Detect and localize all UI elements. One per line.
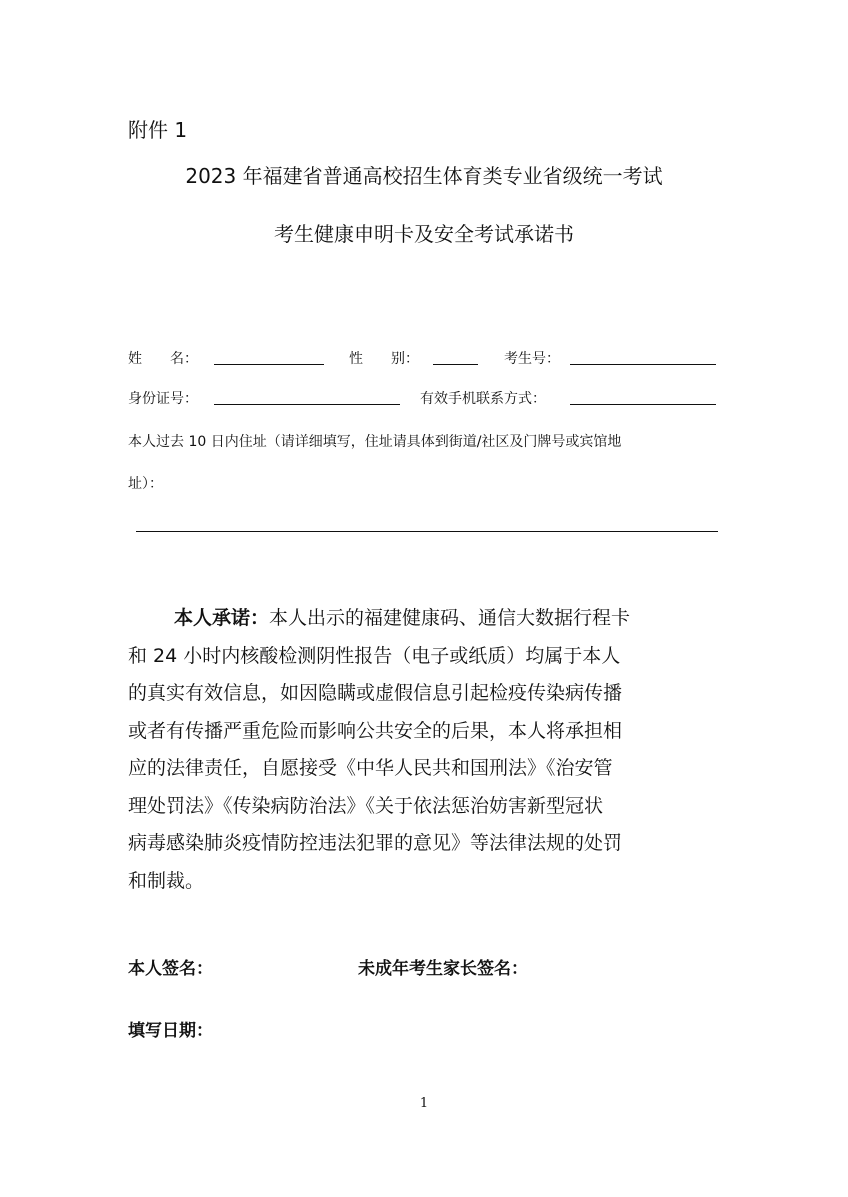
promise-line: 的真实有效信息，如因隐瞒或虚假信息引起检疫传染病传播 xyxy=(128,682,623,704)
page-number: 1 xyxy=(419,1096,429,1111)
document-subtitle: 考生健康申明卡及安全考试承诺书 xyxy=(274,222,574,246)
promise-paragraph xyxy=(128,600,720,900)
promise-line: 病毒感染肺炎疫情防控违法犯罪的意见》等法律法规的处罚 xyxy=(128,832,623,854)
id-number-field[interactable] xyxy=(214,404,400,405)
promise-line: 理处罚法》《传染病防治法》《关于依法惩治妨害新型冠状 xyxy=(128,794,604,817)
gender-label: 性 别： xyxy=(349,351,419,367)
promise-line: 和制裁。 xyxy=(128,869,205,892)
exam-number-label: 考生号： xyxy=(504,351,560,367)
address-label: 本人过去 10 日内住址（请详细填写，住址请具体到街道/社区及门牌号或宾馆地 xyxy=(128,434,622,450)
document-title: 2023 年福建省普通高校招生体育类专业省级统一考试 xyxy=(185,164,663,188)
promise-line: 应的法律责任，自愿接受《中华人民共和国刑法》《治安管 xyxy=(128,757,613,779)
self-signature-label: 本人签名： xyxy=(128,959,213,979)
phone-field[interactable] xyxy=(570,404,716,405)
id-number-label: 身份证号： xyxy=(128,391,198,407)
gender-field[interactable] xyxy=(433,364,478,365)
guardian-signature-label: 未成年考生家长签名： xyxy=(358,959,528,979)
exam-number-field[interactable] xyxy=(570,364,716,365)
address-label-cont: 址）： xyxy=(128,476,163,492)
promise-line: 本人承诺：本人出示的福建健康码、通信大数据行程卡 xyxy=(174,607,631,629)
name-label: 姓 名： xyxy=(128,351,198,367)
name-field[interactable] xyxy=(214,364,324,365)
promise-heading: 本人承诺： xyxy=(174,607,270,629)
promise-line: 和 24 小时内核酸检测阴性报告（电子或纸质）均属于本人 xyxy=(128,644,621,667)
fill-date-label: 填写日期： xyxy=(128,1021,213,1041)
phone-label: 有效手机联系方式： xyxy=(420,391,546,407)
address-field[interactable] xyxy=(136,531,718,532)
attachment-label: 附件 1 xyxy=(128,118,188,142)
promise-line: 或者有传播严重危险而影响公共安全的后果，本人将承担相 xyxy=(128,719,623,742)
